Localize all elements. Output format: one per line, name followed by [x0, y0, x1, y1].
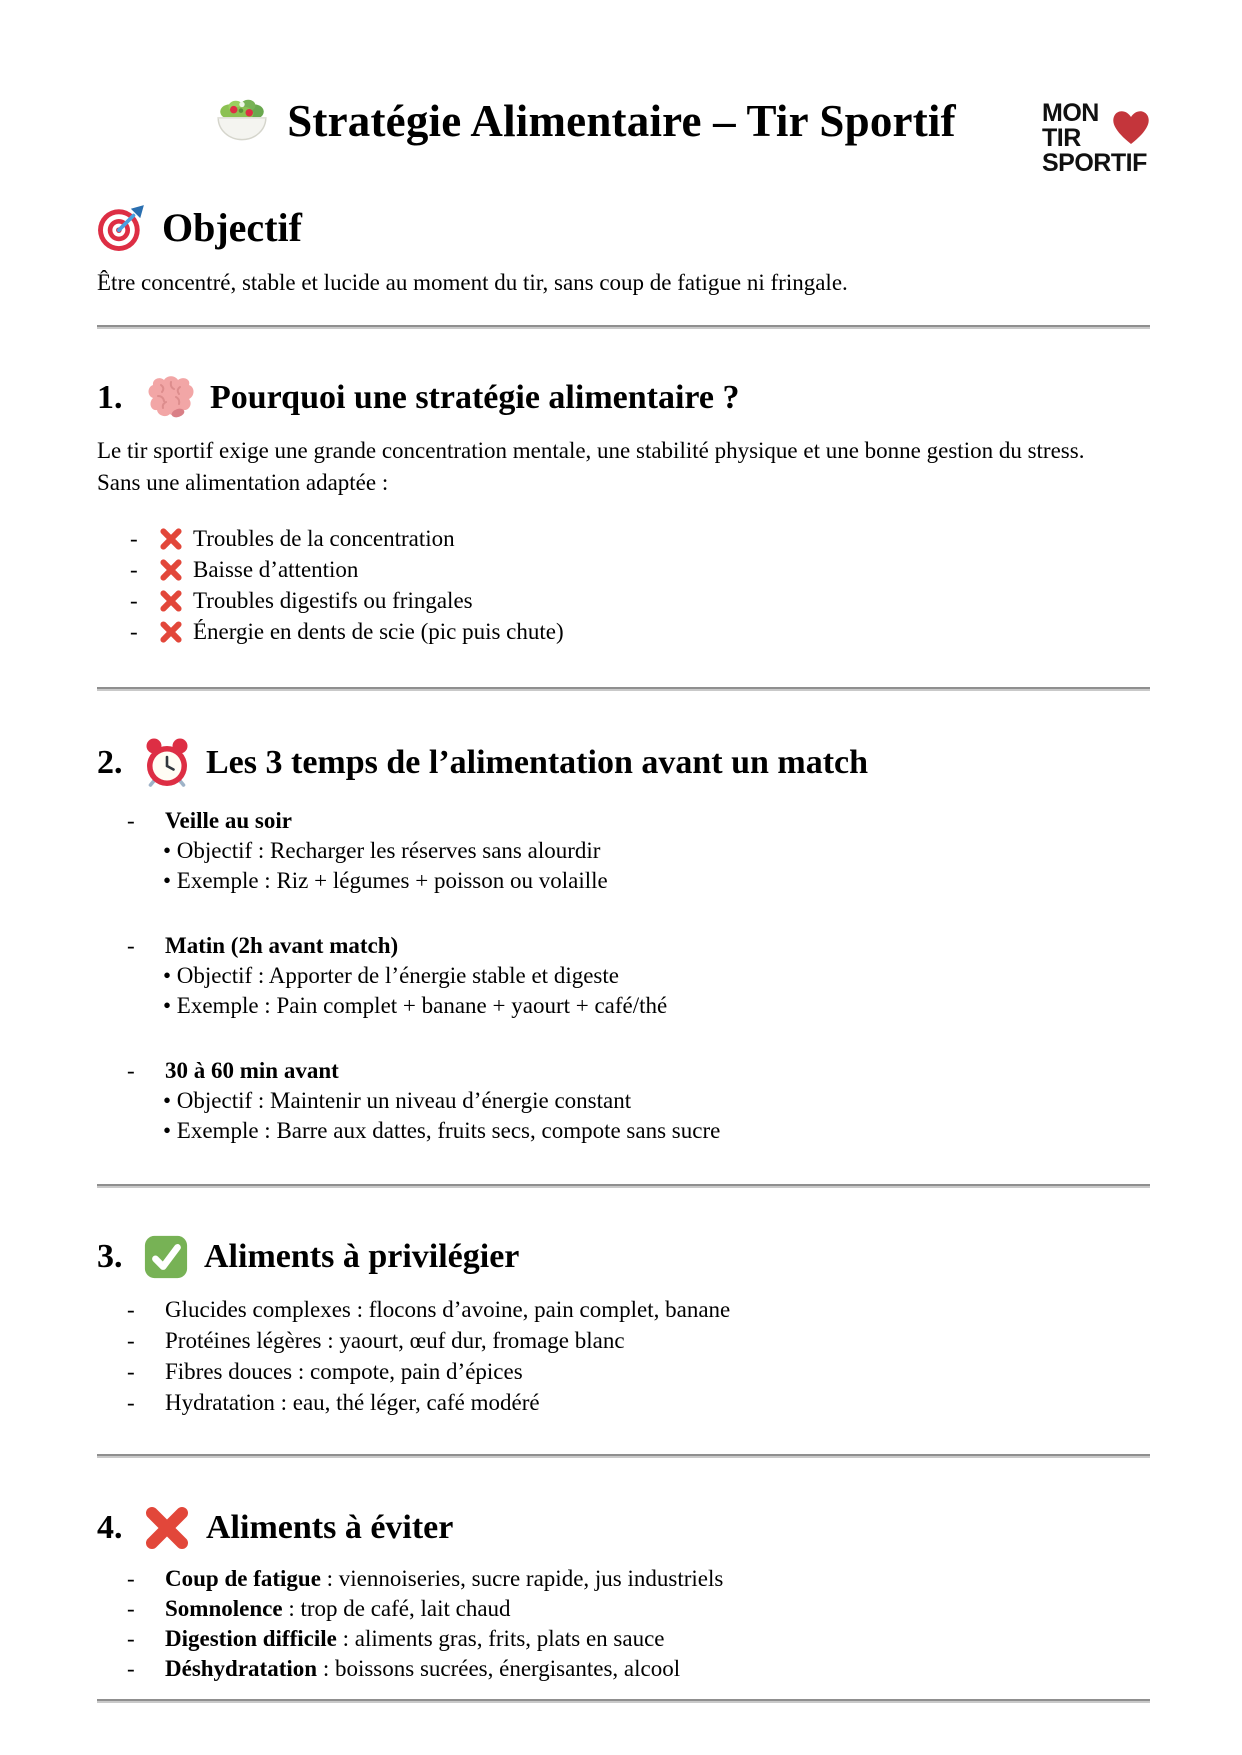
item-label: Coup de fatigue [165, 1566, 321, 1591]
target-icon [97, 202, 147, 252]
check-mark-icon [143, 1234, 189, 1280]
list-item [97, 1387, 1150, 1418]
section-number: 4. [97, 1509, 123, 1546]
list-item [97, 1356, 1150, 1387]
section-2-heading-row [97, 737, 1150, 789]
item-label: Somnolence [165, 1596, 283, 1621]
cross-icon [158, 526, 184, 552]
logo-text-line: SPORTIF [1042, 149, 1147, 177]
list-item [97, 1624, 1150, 1654]
dash-marker: - [127, 1328, 135, 1353]
item-rest: : viennoiseries, sucre rapide, jus industriels [320, 1566, 724, 1591]
group-exemple: • Exemple : Riz + légumes + poisson ou volaille [163, 868, 608, 893]
section-number: 3. [97, 1238, 123, 1275]
logo-text-line: MON [1042, 99, 1099, 127]
group-title-row [97, 1055, 1150, 1086]
item-text: Protéines légères : yaourt, œuf dur, fromage blanc [165, 1328, 625, 1353]
dash-marker: - [127, 1390, 135, 1415]
cross-icon [158, 619, 184, 645]
section-heading: Pourquoi une stratégie alimentaire ? [210, 379, 740, 416]
group-title: 30 à 60 min avant [165, 1058, 339, 1083]
heart-icon [1108, 103, 1154, 147]
section-heading: Les 3 temps de l’alimentation avant un match [206, 744, 869, 781]
dash-marker: - [127, 808, 135, 833]
list-item [97, 1325, 1150, 1356]
objectif-heading-row [97, 202, 1150, 252]
item-rest: : aliments gras, frits, plats en sauce [336, 1626, 665, 1651]
list-item [97, 523, 1150, 554]
page-title: Stratégie Alimentaire – Tir Sportif [287, 96, 956, 146]
list-item [97, 616, 1150, 647]
section-number: 1. [97, 379, 123, 416]
section-intro: Le tir sportif exige une grande concentration mentale, une stabilité physique et une bonne gestion du stress. Sans une alimentation adaptée : [97, 438, 1085, 495]
section-divider [97, 1184, 1150, 1188]
section-heading: Aliments à privilégier [204, 1238, 520, 1275]
item-rest: : trop de café, lait chaud [282, 1596, 511, 1621]
item-text [165, 1624, 665, 1654]
item-text: Glucides complexes : flocons d’avoine, pain complet, banane [165, 1297, 731, 1322]
section-3-heading-row [97, 1234, 1150, 1280]
section-4-heading-row [97, 1504, 1150, 1552]
alarm-clock-icon [143, 737, 191, 789]
timing-groups [97, 805, 1150, 1146]
group-objectif: • Objectif : Recharger les réserves sans alourdir [163, 838, 601, 863]
item-text [165, 1654, 680, 1684]
list-item [97, 1294, 1150, 1325]
dash-marker: - [130, 618, 138, 644]
cross-mark-icon [143, 1504, 191, 1552]
dash-marker: - [130, 587, 138, 613]
section-divider [97, 325, 1150, 329]
cross-icon [158, 557, 184, 583]
dash-marker: - [127, 1596, 135, 1621]
group-title-row [97, 930, 1150, 961]
list-item [97, 1654, 1150, 1684]
group-title-row [97, 805, 1150, 836]
problems-list [97, 523, 1150, 647]
item-text [165, 1594, 511, 1624]
title-main [97, 95, 1042, 147]
timing-group [97, 930, 1150, 1021]
brand-logo [1042, 101, 1150, 176]
section-1-heading-row [97, 375, 1150, 421]
dash-marker: - [127, 1297, 135, 1322]
objectif-text: Être concentré, stable et lucide au moment du tir, sans coup de fatigue ni fringale. [97, 270, 848, 295]
brain-icon [143, 375, 195, 421]
dash-marker: - [127, 1626, 135, 1651]
section-divider [97, 1699, 1150, 1703]
foods-good-list [97, 1294, 1150, 1418]
list-item [97, 1564, 1150, 1594]
group-objectif: • Objectif : Apporter de l’énergie stable et digeste [163, 963, 619, 988]
item-label: Déshydratation [165, 1656, 318, 1681]
item-text: Troubles digestifs ou fringales [193, 587, 473, 613]
cross-icon [158, 588, 184, 614]
item-text [165, 1564, 723, 1594]
objectif-heading: Objectif [162, 204, 302, 250]
section-heading: Aliments à éviter [206, 1509, 454, 1546]
list-item [97, 1594, 1150, 1624]
timing-group [97, 1055, 1150, 1146]
section-number: 2. [97, 744, 123, 781]
group-title: Matin (2h avant match) [165, 933, 399, 958]
logo-text-line: TIR [1042, 124, 1081, 152]
dash-marker: - [127, 1566, 135, 1591]
timing-group [97, 805, 1150, 896]
section-divider [97, 687, 1150, 691]
salad-icon [213, 95, 271, 147]
item-text: Fibres douces : compote, pain d’épices [165, 1359, 523, 1384]
dash-marker: - [127, 1359, 135, 1384]
dash-marker: - [130, 525, 138, 551]
list-item [97, 554, 1150, 585]
item-label: Digestion difficile [165, 1626, 337, 1651]
group-title: Veille au soir [165, 808, 292, 833]
item-text: Baisse d’attention [193, 556, 359, 582]
list-item [97, 585, 1150, 616]
dash-marker: - [127, 933, 135, 958]
dash-marker: - [127, 1058, 135, 1083]
section-divider [97, 1454, 1150, 1458]
item-rest: : boissons sucrées, énergisantes, alcool [317, 1656, 681, 1681]
item-text: Troubles de la concentration [193, 525, 455, 551]
dash-marker: - [130, 556, 138, 582]
item-text: Énergie en dents de scie (pic puis chute) [193, 618, 564, 644]
group-objectif: • Objectif : Maintenir un niveau d’énergie constant [163, 1088, 632, 1113]
group-exemple: • Exemple : Barre aux dattes, fruits secs, compote sans sucre [163, 1118, 721, 1143]
foods-avoid-list [97, 1564, 1150, 1684]
group-exemple: • Exemple : Pain complet + banane + yaourt + café/thé [163, 993, 668, 1018]
dash-marker: - [127, 1656, 135, 1681]
title-row [97, 95, 1150, 176]
item-text: Hydratation : eau, thé léger, café modéré [165, 1390, 540, 1415]
